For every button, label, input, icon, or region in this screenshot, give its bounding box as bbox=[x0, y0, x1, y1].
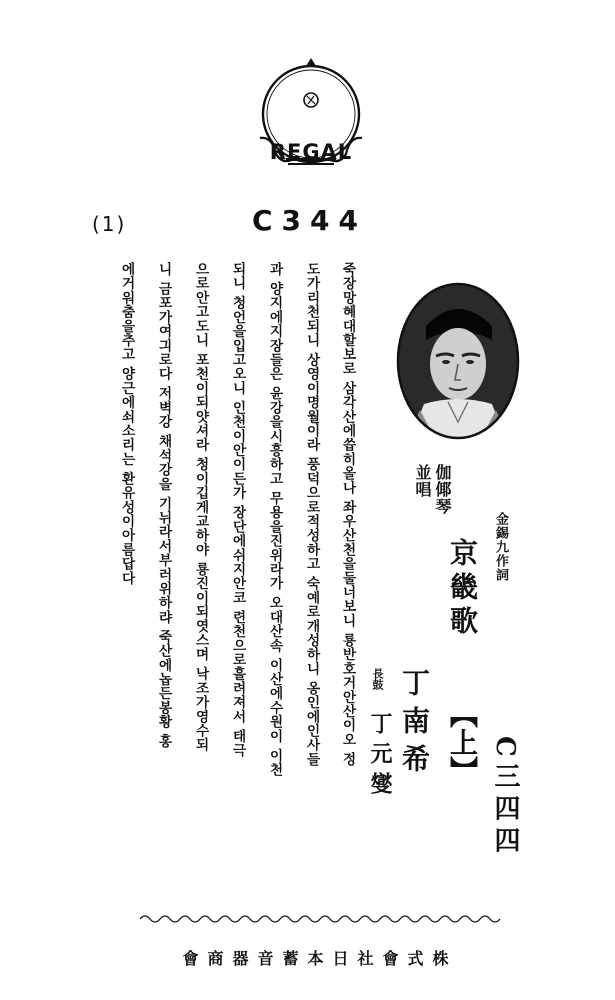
catalog-number: C344 bbox=[252, 204, 367, 237]
lyric-line-6: 니 금포가여긔로다 저벽강 채석강을 기뉘라서부러위하랴 죽산에놉든봉황 홍 bbox=[155, 262, 172, 749]
lyric-line-4: 되니 청언을입고오니 인천이안이든가 장단에쉬지안코 련천으로흘려져서 태극 bbox=[229, 262, 246, 758]
lyric-line-5: 으로안고도니 포천이되얏셔라 청이깁게교하야 룡진이되엿스며 낙조가영수되 bbox=[192, 262, 209, 752]
song-title: 京畿歌 bbox=[446, 538, 479, 640]
instrument-byeongchang: 並唱 bbox=[413, 464, 432, 498]
catalog-number-vertical: C三四四 bbox=[490, 736, 520, 859]
changgo-player-name: 丁元燮 bbox=[367, 712, 393, 802]
footer-wave-divider bbox=[140, 912, 505, 926]
changgo-label: 長鼓 bbox=[371, 668, 384, 690]
regal-logo bbox=[252, 56, 370, 174]
logo-brand-text: REGAL bbox=[269, 140, 353, 164]
company-name: 株式會社日本蓄音器商會 bbox=[182, 949, 458, 968]
singer-name: 丁南希 bbox=[398, 668, 431, 782]
lyric-line-2: 도가리천되니 상영이명월이라 풍덕으로적성하고 숙예로개성하니 옹인에인사들 bbox=[303, 262, 320, 767]
singer-portrait bbox=[396, 282, 520, 440]
instrument-gayageum: 伽倻琴 bbox=[433, 464, 452, 515]
side-number: (1) bbox=[92, 212, 127, 236]
lyric-line-7: 에거워춤을추고 양근에쇠소리는 환유성이아름답다 bbox=[118, 262, 135, 586]
lyric-line-1: 죽장망혜대할보로 삼각산에씁히올나 좌우산천을둘너보니 룡반호거안산이오 정 bbox=[339, 262, 356, 767]
lyric-line-3: 과 양지에지장들은 윤강을시흥하고 무용을진위라가 오대산속 이산에수원이 이천 bbox=[266, 262, 283, 777]
portrait-photo-icon bbox=[396, 282, 520, 440]
lyricist-credit: 金錫九作詞 bbox=[493, 512, 508, 582]
song-part: 【上】 bbox=[446, 700, 479, 784]
